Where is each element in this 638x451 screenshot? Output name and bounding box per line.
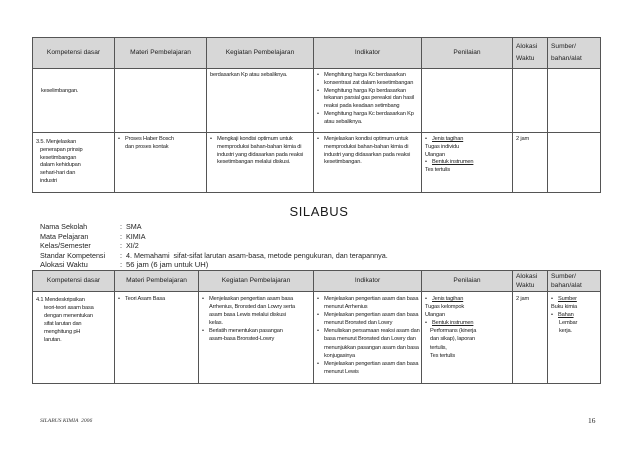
table-cell-materi <box>115 133 207 193</box>
identity-label: Nama Sekolah <box>40 222 88 231</box>
header-label: Penilaian <box>453 277 481 285</box>
header-label: Alokasi Waktu <box>516 272 538 289</box>
table-cell-kegiatan <box>199 292 314 384</box>
table-cell-alokasi <box>513 292 548 384</box>
header-label: Kegiatan Pembelajaran <box>221 277 291 285</box>
indikator-bullet: • Menjelaskan pengertian asam dan basa menurut Lewis <box>317 360 420 376</box>
identity-row-nama-sekolah <box>40 222 388 232</box>
kegiatan-text: berdasarkan Kp atau sebaliknya. <box>210 72 288 78</box>
jenis-tagihan-item: Tugas kelompok <box>425 304 464 311</box>
jenis-tagihan-label: Jenis tagihan <box>432 296 464 302</box>
header-alokasi-waktu <box>513 38 548 69</box>
jenis-tagihan-label: Jenis tagihan <box>432 136 464 142</box>
header-label: Sumber/ bahan/alat <box>551 43 582 62</box>
identity-label: Standar Kompetensi <box>40 250 106 260</box>
identity-separator: : <box>120 250 122 260</box>
footer-document-label: SILABUS KIMIA 2006 <box>40 418 93 424</box>
identity-label: Alokasi Waktu <box>40 260 88 270</box>
indikator-bullet: • Menjelaskan kondisi optimum untuk memproduksi bahan-bahan kimia di industri yang didasarkan pada reaksi kesetimbangan. <box>317 136 420 167</box>
bentuk-instrumen-item: Performans (kinerja dan sikap), laporan tertulis, <box>430 328 477 351</box>
bahan-label: Bahan <box>558 312 574 319</box>
page-title: SILABUS <box>289 204 349 219</box>
table-cell-alokasi <box>513 69 548 133</box>
jenis-tagihan-bullet <box>425 136 511 144</box>
alokasi-text: 2 jam <box>516 296 530 302</box>
bentuk-instrumen-bullet <box>425 319 511 327</box>
header-label: Materi Pembelajaran <box>126 277 187 285</box>
alokasi-text: 2 jam <box>516 136 530 142</box>
header-label: Sumber/ bahan/alat <box>551 272 582 289</box>
header-label: Kompetensi dasar <box>46 277 101 285</box>
kompetensi-text: 3.5. Menjelaskan penerapan prinsip kesetimbangan dalam kehidupan sehari-hari dan industri <box>36 139 83 184</box>
jenis-tagihan-item: Ulangan <box>425 151 445 158</box>
indikator-bullet: • Menjelaskan pengertian asam dan basa menurut Arrhenius <box>317 295 420 311</box>
table-cell-kompetensi <box>33 69 115 133</box>
header-sumber-bahan-alat <box>548 38 601 69</box>
main-syllabus-table <box>32 270 601 384</box>
table-cell-indikator <box>314 292 422 384</box>
table-cell-materi <box>115 69 207 133</box>
kegiatan-bullet: • Mengkaji kondisi optimum untuk memproduksi bahan-bahan kimia di industri yang didasarkan pada reaksi kesetimbangan melalui diskusi. <box>210 136 312 167</box>
top-syllabus-table <box>32 37 601 193</box>
header-kompetensi-dasar <box>33 271 115 292</box>
indikator-bullet: • Menjelaskan pengertian asam dan basa menurut Bronsted dan Lowry <box>317 311 420 327</box>
materi-bullet: • Teori Asam Basa <box>118 295 197 303</box>
sumber-item: Buku kimia <box>551 304 578 311</box>
header-kompetensi-dasar <box>33 38 115 69</box>
table-cell-kegiatan <box>207 133 314 193</box>
table-cell-indikator <box>314 133 422 193</box>
indikator-bullet: • Menghitung harga Kp berdasarkan tekanan parsial gas pereaksi dan hasil reaksi pada keadaan setimbang <box>317 88 420 111</box>
kompetensi-text: 4.1 Mendeskripsikan teori-teori asam basa dengan menentukan sifat larutan dan menghitung pH larutan. <box>36 297 94 344</box>
sumber-label: Sumber <box>558 296 577 302</box>
header-label: Indikator <box>354 49 381 56</box>
table-cell-penilaian <box>422 133 513 193</box>
sumber-bullet <box>551 295 599 303</box>
header-label: Kegiatan Pembelajaran <box>225 49 295 56</box>
table-cell-sumber <box>548 133 601 193</box>
header-kegiatan-pembelajaran <box>207 38 314 69</box>
identity-separator: : <box>120 241 122 251</box>
identity-value: 56 jam (6 jam untuk UH) <box>126 260 209 270</box>
bentuk-instrumen-label: Bentuk instrumen <box>432 320 474 327</box>
indikator-bullet: • Menuliskan persamaan reaksi asam dan basa menurut Bronsted dan Lowry dan menunjukkan pasangan asam dan basa konjugasinya <box>317 327 420 359</box>
table-cell-indikator <box>314 69 422 133</box>
bentuk-instrumen-item: Tes tertulis <box>425 167 451 174</box>
identity-value: KIMIA <box>126 231 146 241</box>
table-cell-penilaian <box>422 69 513 133</box>
identity-separator: : <box>120 231 122 241</box>
identity-row-kelas-semester <box>40 241 388 251</box>
bentuk-instrumen-label: Bentuk instrumen <box>432 159 474 166</box>
identity-value: 4. Memahami sifat-sifat larutan asam-basa, metode pengukuran, dan terapannya. <box>126 250 388 260</box>
identity-value: XI/2 <box>126 241 139 251</box>
identity-row-alokasi-waktu <box>40 260 388 270</box>
jenis-tagihan-item: Ulangan <box>425 312 445 319</box>
kegiatan-bullet: • Berlatih menentukan pasangan asam-basa Bronsted-Lowry <box>202 327 312 343</box>
identity-value: SMA <box>126 222 142 231</box>
table-cell-sumber <box>548 69 601 133</box>
identity-label: Kelas/Semester <box>40 241 91 251</box>
header-kegiatan-pembelajaran <box>199 271 314 292</box>
bahan-item: Lembar kerja. <box>559 320 578 335</box>
bentuk-instrumen-item: Tes tertulis <box>430 352 456 359</box>
header-alokasi-waktu <box>513 271 548 292</box>
header-indikator <box>314 271 422 292</box>
table-cell-penilaian <box>422 292 513 384</box>
table-cell-materi <box>115 292 199 384</box>
header-penilaian <box>422 271 513 292</box>
materi-bullet: • Proses Haber Bosch dan proses kontak <box>118 136 205 152</box>
header-label: Penilaian <box>453 49 481 56</box>
header-label: Indikator <box>354 277 381 285</box>
indikator-bullet: • Menghitung harga Kc berdasarkan konsentrasi zat dalam kesetimbangan <box>317 72 420 88</box>
jenis-tagihan-item: Tugas individu <box>425 143 459 150</box>
header-label: Kompetensi dasar <box>46 49 101 56</box>
bahan-bullet <box>551 311 599 319</box>
kegiatan-bullet: • Menjelaskan pengertian asam basa Arrhenius, Bronsted dan Lowry serta asam basa Lewis melalui diskusi kelas. <box>202 295 312 327</box>
identity-label: Mata Pelajaran <box>40 231 89 241</box>
identity-separator: : <box>120 260 123 270</box>
header-sumber-bahan-alat <box>548 271 601 292</box>
page-number: 16 <box>588 416 596 425</box>
bentuk-instrumen-bullet <box>425 159 511 167</box>
identity-separator: : <box>120 222 122 231</box>
indikator-bullet: • Menghitung harga Kc berdasarkan Kp atau sebaliknya. <box>317 111 420 127</box>
table-cell-alokasi <box>513 133 548 193</box>
identity-row-mata-pelajaran <box>40 232 388 242</box>
header-materi-pembelajaran <box>115 38 207 69</box>
header-label: Alokasi Waktu <box>516 43 538 62</box>
header-materi-pembelajaran <box>115 271 199 292</box>
identity-row-standar-kompetensi <box>40 251 388 261</box>
jenis-tagihan-bullet <box>425 295 511 303</box>
table-cell-kegiatan <box>207 69 314 133</box>
table-cell-kompetensi <box>33 133 115 193</box>
kompetensi-text: keselimbangan. <box>41 88 79 94</box>
identity-block <box>40 222 388 270</box>
header-label: Materi Pembelajaran <box>130 49 191 56</box>
header-indikator <box>314 38 422 69</box>
header-penilaian <box>422 38 513 69</box>
table-cell-kompetensi <box>33 292 115 384</box>
table-cell-sumber <box>548 292 601 384</box>
